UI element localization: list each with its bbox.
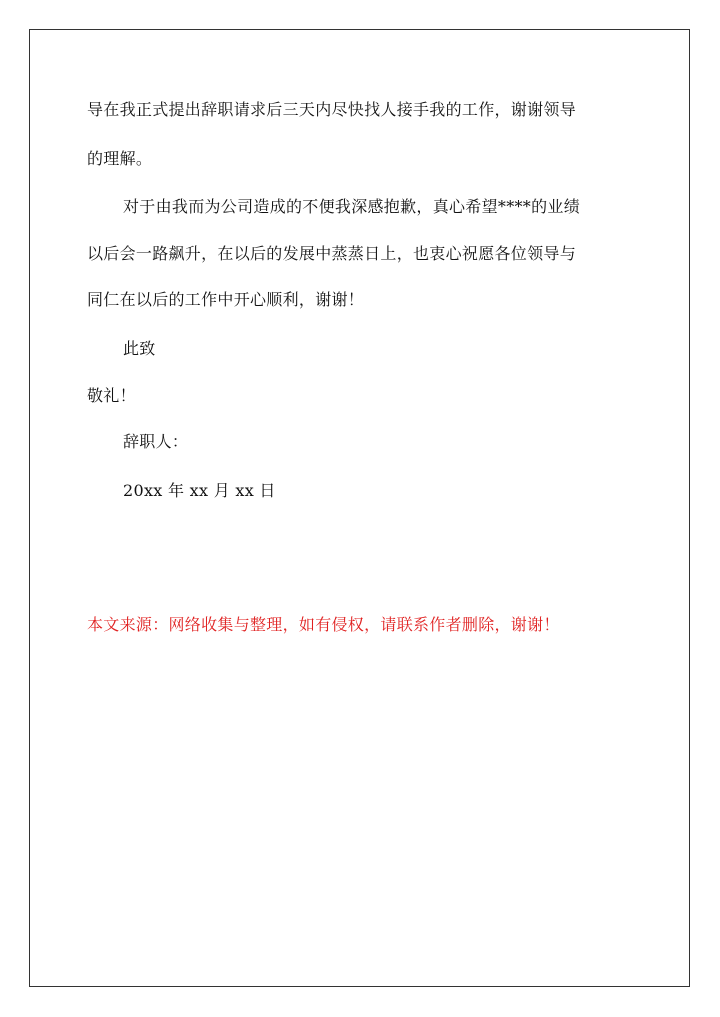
page-frame	[29, 29, 690, 987]
signature-date: 20xx 年 xx 月 xx 日	[123, 481, 276, 500]
body-line-5: 同仁在以后的工作中开心顺利，谢谢！	[87, 290, 365, 309]
body-line-1: 导在我正式提出辞职请求后三天内尽快找人接手我的工作，谢谢领导	[87, 100, 577, 119]
source-note: 本文来源：网络收集与整理，如有侵权，请联系作者删除，谢谢！	[87, 615, 560, 634]
body-line-2: 的理解。	[87, 149, 153, 168]
signature-label: 辞职人：	[123, 432, 189, 451]
body-line-4: 以后会一路飙升，在以后的发展中蒸蒸日上，也衷心祝愿各位领导与	[87, 244, 577, 263]
closing-ci-zhi: 此致	[123, 339, 156, 358]
closing-jing-li: 敬礼！	[87, 386, 136, 405]
body-line-3: 对于由我而为公司造成的不便我深感抱歉，真心希望****的业绩	[123, 197, 581, 216]
